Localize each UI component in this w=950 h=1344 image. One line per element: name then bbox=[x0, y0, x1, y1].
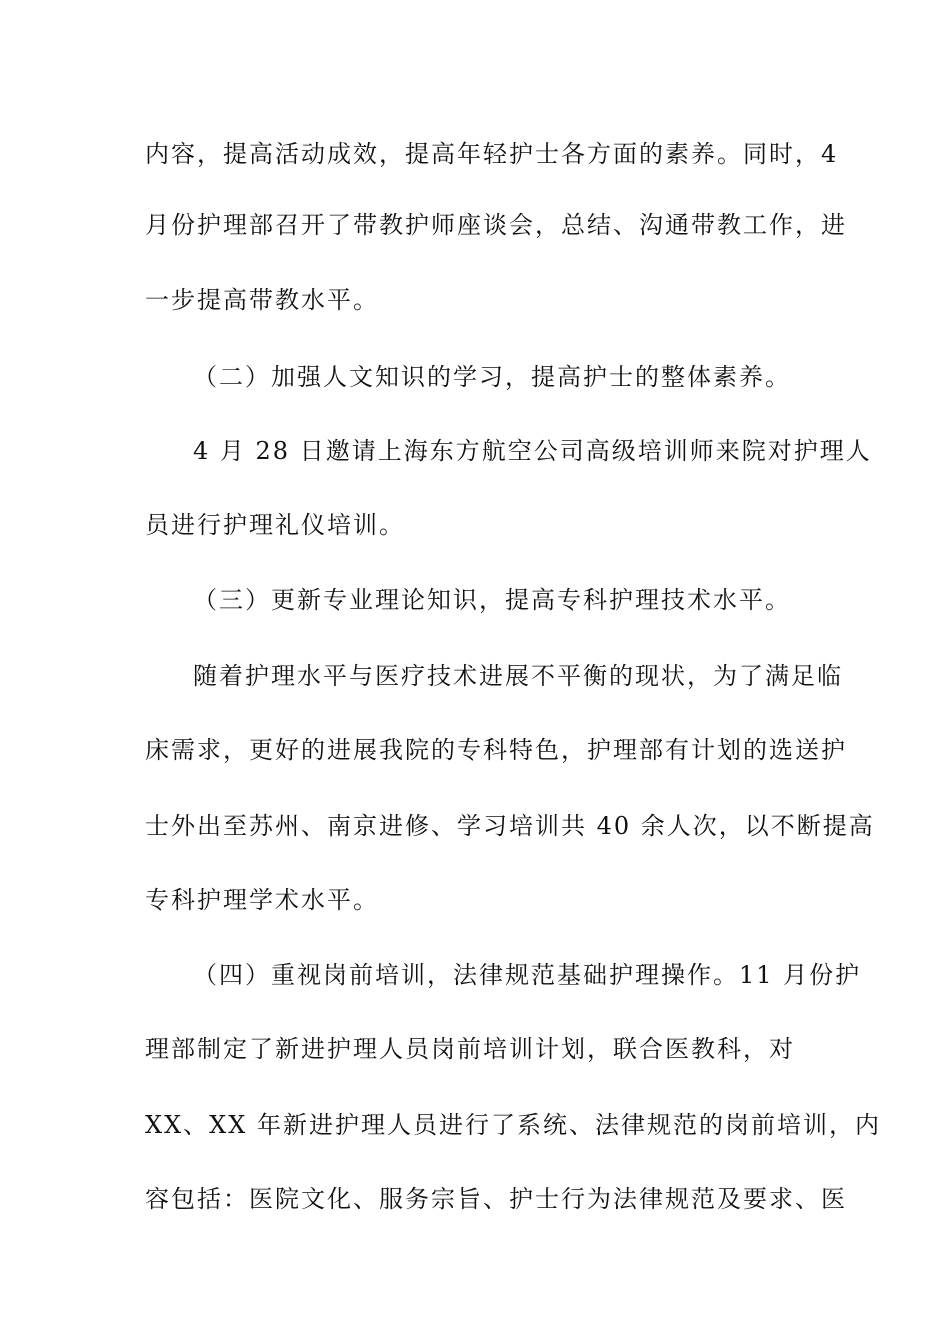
text-line: 士外出至苏州、南京进修、学习培训共 40 余人次，以不断提高 bbox=[145, 812, 875, 840]
text-line: 容包括：医院文化、服务宗旨、护士行为法律规范及要求、医 bbox=[145, 1185, 847, 1213]
text-line: 理部制定了新进护理人员岗前培训计划，联合医教科，对 bbox=[145, 1035, 795, 1063]
text-line: XX、XX 年新进护理人员进行了系统、法律规范的岗前培训，内 bbox=[145, 1111, 881, 1139]
text-line: 员进行护理礼仪培训。 bbox=[145, 511, 405, 539]
text-line: 内容，提高活动成效，提高年轻护士各方面的素养。同时，4 bbox=[145, 140, 839, 168]
text-line: 专科护理学术水平。 bbox=[145, 886, 379, 914]
text-line: 一步提高带教水平。 bbox=[145, 286, 379, 314]
section-heading: （二）加强人文知识的学习，提高护士的整体素养。 bbox=[193, 363, 791, 391]
text-line: 床需求，更好的进展我院的专科特色，护理部有计划的选送护 bbox=[145, 736, 847, 764]
section-heading: （三）更新专业理论知识，提高专科护理技术水平。 bbox=[193, 586, 791, 614]
section-heading: （四）重视岗前培训，法律规范基础护理操作。11 月份护 bbox=[193, 961, 862, 989]
text-line: 随着护理水平与医疗技术进展不平衡的现状，为了满足临 bbox=[193, 662, 843, 690]
text-line: 月份护理部召开了带教护师座谈会，总结、沟通带教工作，进 bbox=[145, 211, 847, 239]
text-line: 4 月 28 日邀请上海东方航空公司高级培训师来院对护理人 bbox=[193, 437, 872, 465]
